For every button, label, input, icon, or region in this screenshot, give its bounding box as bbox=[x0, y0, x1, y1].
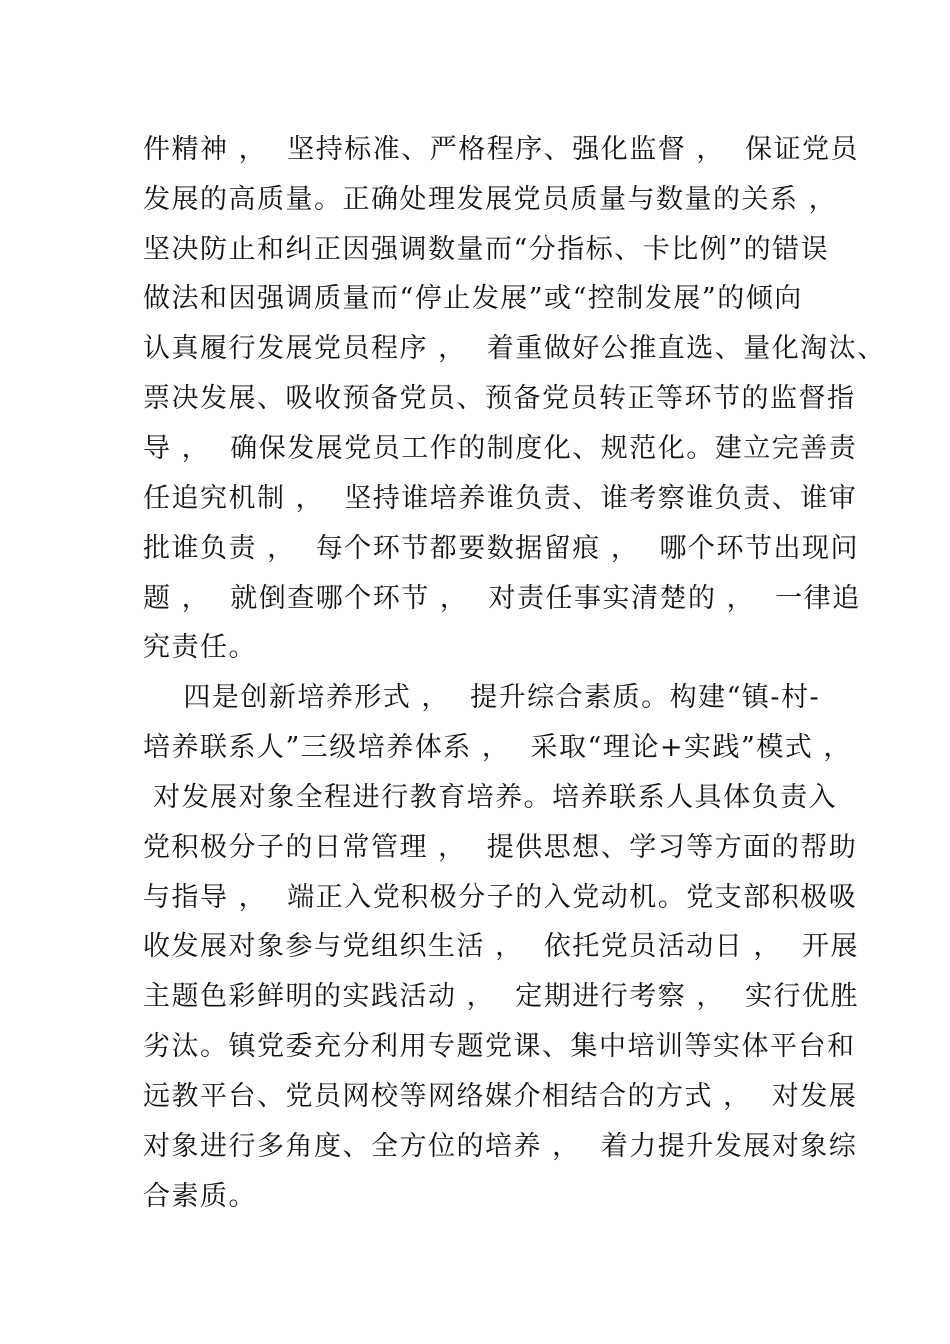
text-line: 主题色彩鲜明的实践活动 ， 定期进行考察 ， 实行优胜 bbox=[143, 981, 859, 1012]
text-line: 合素质。 bbox=[143, 1181, 257, 1212]
text-line: 发展的高质量。正确处理发展党员质量与数量的关系 ， bbox=[143, 184, 838, 215]
text-line: 对象进行多角度、全方位的培养 ， 着力提升发展对象综 bbox=[143, 1131, 858, 1162]
text-line: 坚决防止和纠正因强调数量而“分指标、卡比例”的错误 bbox=[143, 234, 830, 265]
text-line: 件精神 ， 坚持标准、严格程序、强化监督 ， 保证党员 bbox=[143, 134, 859, 165]
text-line: 四是创新培养形式 ， 提升综合素质。构建“镇-村- bbox=[143, 682, 821, 713]
text-line: 题 ， 就倒查哪个环节 ， 对责任事实清楚的 ， 一律追 bbox=[143, 583, 861, 614]
text-line: 劣汰。镇党委充分利用专题党课、集中培训等实体平台和 bbox=[143, 1031, 856, 1062]
text-line: 党积极分子的日常管理 ， 提供思想、学习等方面的帮助 bbox=[143, 832, 858, 863]
text-line: 批谁负责 ， 每个环节都要数据留痕 ， 哪个环节出现问 bbox=[143, 533, 859, 564]
text-line: 究责任。 bbox=[143, 632, 257, 663]
text-line: 任追究机制 ， 坚持谁培养谁负责、谁考察谁负责、谁审 bbox=[143, 483, 858, 514]
text-line: 远教平台、党员网校等网络媒介相结合的方式 ， 对发展 bbox=[143, 1081, 858, 1112]
text-line: 收发展对象参与党组织生活 ， 依托党员活动日 ， 开展 bbox=[143, 931, 859, 962]
text-line: 票决发展、吸收预备党员、预备党员转正等环节的监督指 bbox=[143, 383, 856, 414]
text-line: 与指导 ， 端正入党积极分子的入党动机。党支部积极吸 bbox=[143, 882, 858, 913]
text-line: 认真履行发展党员程序 ， 着重做好公推直选、量化淘汰、 bbox=[143, 333, 886, 364]
text-line: 对发展对象全程进行教育培养。培养联系人具体负责入 bbox=[143, 782, 838, 813]
text-line: 做法和因强调质量而“停止发展”或“控制发展”的倾向 bbox=[143, 283, 803, 314]
text-line: 导 ， 确保发展党员工作的制度化、规范化。建立完善责 bbox=[143, 433, 858, 464]
text-line: 培养联系人”三级培养体系 ， 采取“理论+实践”模式 ， bbox=[143, 732, 852, 763]
